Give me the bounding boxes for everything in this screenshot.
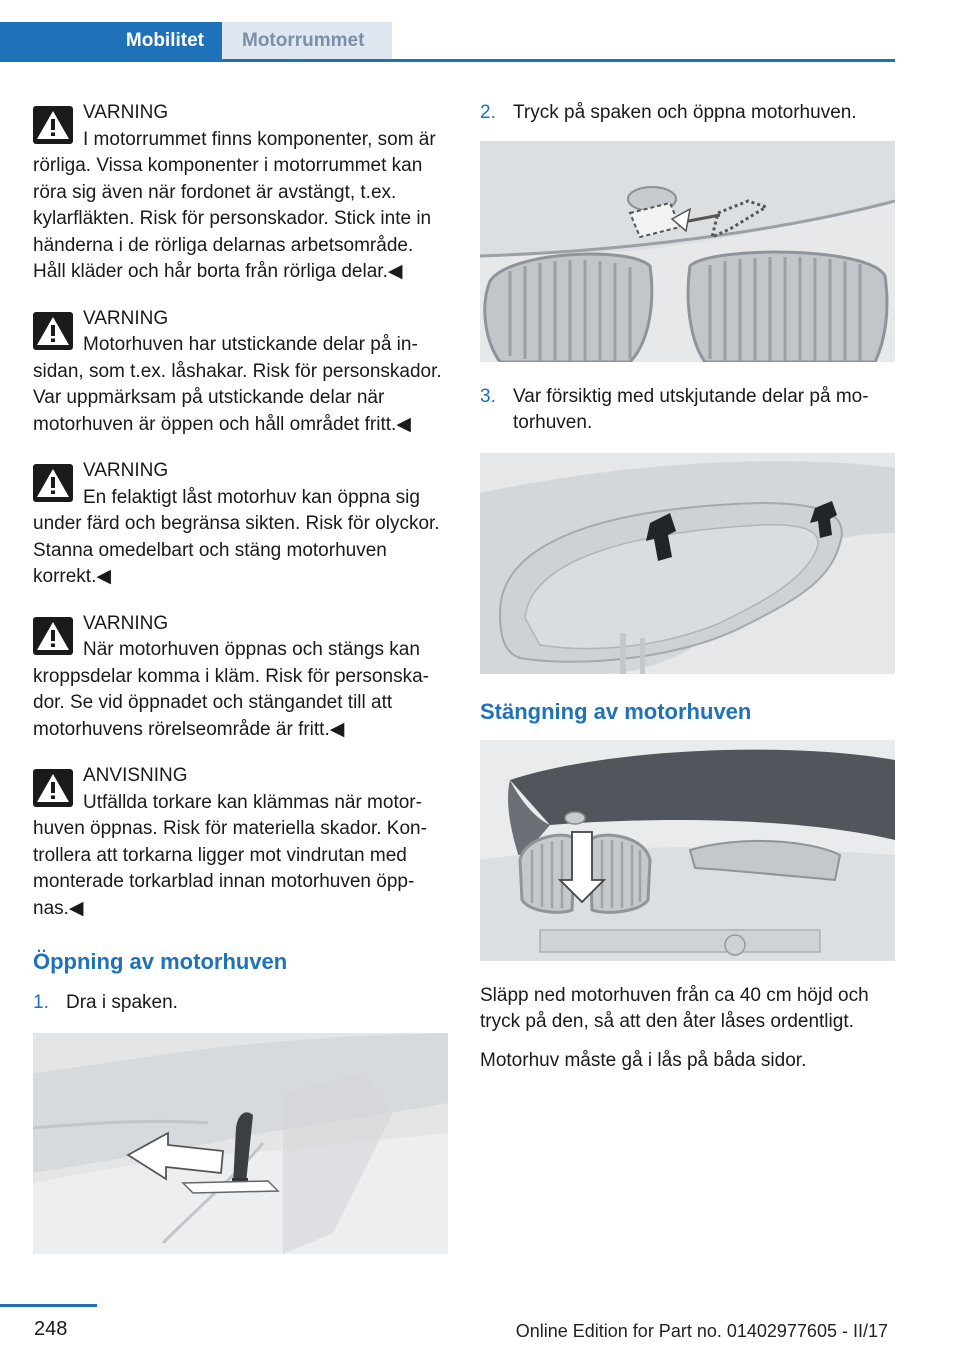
step-text: Tryck på spaken och öppna motorhuven. bbox=[513, 102, 857, 123]
warning-triangle-icon bbox=[33, 769, 73, 807]
opening-heading: Öppning av motorhuven bbox=[33, 949, 288, 974]
tab-mobilitet[interactable]: Mobilitet bbox=[0, 22, 222, 59]
warning-triangle-icon bbox=[33, 106, 73, 144]
warning-block bbox=[33, 458, 448, 591]
notice-text: Utfällda torkare kan klämmas när motorhuven öppnas. Risk för materiella skador. Kontrollera att torkarna ligger mot vindrutan med monterade torkarblad innan motorhuven öppnas.◀ bbox=[33, 791, 427, 919]
notice-block bbox=[33, 763, 448, 922]
tab-motorrummet[interactable]: Motorrummet bbox=[222, 22, 392, 59]
step-item bbox=[480, 100, 895, 127]
step-item bbox=[480, 384, 895, 437]
closing-paragraph-2: Motorhuv måste gå i lås på båda sidor. bbox=[480, 1049, 807, 1071]
closing-hood-illustration bbox=[480, 740, 895, 961]
hood-underside-illustration bbox=[480, 453, 895, 674]
footer-rule bbox=[0, 1304, 97, 1307]
step-text: Var försiktig med utskjutande delar på motorhuven. bbox=[513, 385, 869, 433]
warning-block bbox=[33, 611, 448, 744]
hood-release-illustration bbox=[480, 141, 895, 362]
right-column bbox=[480, 100, 895, 1086]
warning-block bbox=[33, 306, 448, 439]
edition-note: Online Edition for Part no. 01402977605 - II/17 bbox=[515, 1321, 888, 1341]
page-number: 248 bbox=[34, 1318, 68, 1340]
step-item bbox=[33, 990, 448, 1017]
lever-illustration bbox=[33, 1033, 448, 1254]
warning-triangle-icon bbox=[33, 617, 73, 655]
closing-heading: Stängning av motorhuven bbox=[480, 698, 752, 724]
warning-triangle-icon bbox=[33, 312, 73, 350]
closing-paragraph-1: Släpp ned motorhuven från ca 40 cm höjd och tryck på den, så att den åter låses ordentligt. bbox=[480, 984, 869, 1032]
warning-title: VARNING bbox=[83, 612, 169, 634]
warning-title: VARNING bbox=[83, 307, 169, 329]
left-column bbox=[33, 100, 448, 1276]
warning-title: VARNING bbox=[83, 460, 169, 481]
header-tabbar bbox=[0, 22, 895, 62]
notice-title: ANVISNING bbox=[83, 765, 188, 786]
warning-text: Motorhuven har utstickande delar på insidan, som t.ex. låshakar. Risk för personskador. Var uppmärksam på utstickande delar när motorhuven är öppen och håll området fritt.◀ bbox=[33, 334, 442, 435]
warning-text: När motorhuven öppnas och stängs kan kroppsdelar komma i kläm. Risk för personskador. Se vid öppnadet och stängandet till att motorhuvens rörelseområde är fritt.◀ bbox=[33, 639, 429, 740]
step-number: 2. bbox=[480, 102, 496, 123]
step-number: 1. bbox=[33, 992, 49, 1013]
step-text: Dra i spaken. bbox=[66, 992, 178, 1013]
warning-triangle-icon bbox=[33, 464, 73, 502]
warning-text: I motorrummet finns komponenter, som är rörliga. Vissa komponenter i motorrummet kan röra sig även när fordonet är avstängt, t.ex. kylarfläkten. Risk för personskador. Stick inte in händerna i de rörliga delarnas arbetsområde. Håll kläder och hår borta från rörliga delar.◀ bbox=[33, 128, 436, 282]
warning-title: VARNING bbox=[83, 102, 169, 123]
step-number: 3. bbox=[480, 385, 496, 407]
warning-text: En felaktigt låst motorhuv kan öppna sig under färd och begränsa sikten. Risk för olyckor. Stanna omedelbart och stäng motorhuven korrekt.◀ bbox=[33, 486, 440, 587]
warning-block bbox=[33, 100, 448, 286]
